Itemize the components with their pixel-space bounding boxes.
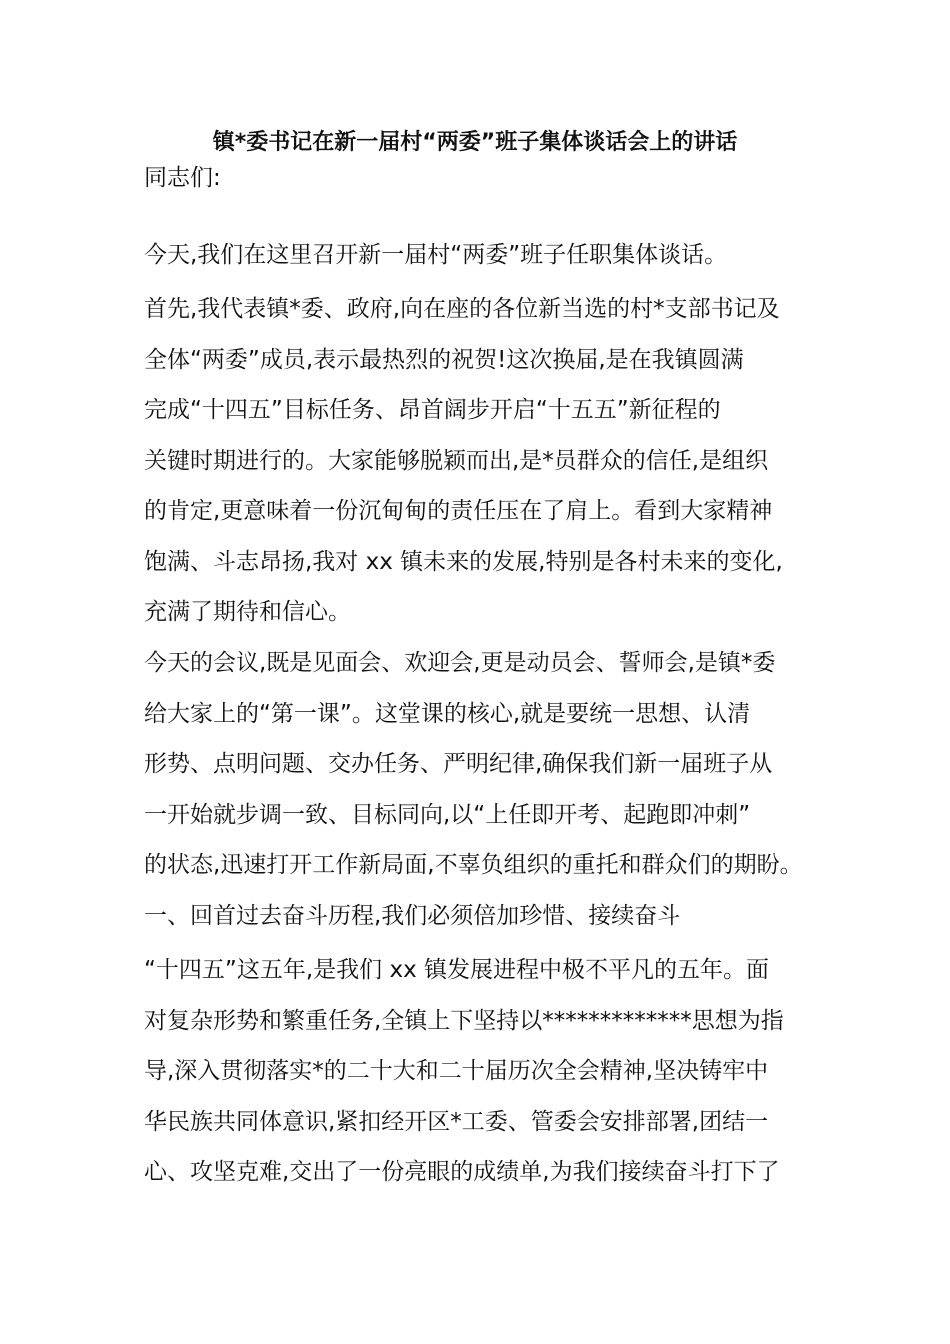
text-line: 首先,我代表镇*委、政府,向在座的各位新当选的村*支部书记及 bbox=[144, 296, 780, 322]
text-line: 饱满、斗志昂扬,我对 xx 镇未来的发展,特别是各村未来的变化, bbox=[144, 548, 783, 575]
text-line: 对复杂形势和繁重任务,全镇上下坚持以*************思想为指 bbox=[144, 1007, 784, 1034]
paragraph-opening bbox=[144, 230, 824, 281]
text-line: 一、回首过去奋斗历程,我们必须倍加珍惜、接续奋斗 bbox=[144, 903, 681, 929]
paragraph-meeting-purpose bbox=[144, 638, 824, 891]
text-line: 今天的会议,既是见面会、欢迎会,更是动员会、誓师会,是镇*委 bbox=[144, 650, 776, 676]
text-line: 给大家上的“第一课”。这堂课的核心,就是要统一思想、认清 bbox=[144, 700, 751, 727]
text-line: 的状态,迅速打开工作新局面,不辜负组织的重托和群众们的期盼。 bbox=[144, 852, 803, 878]
text-line: 华民族共同体意识,紧扣经开区*工委、管委会安排部署,团结一 bbox=[144, 1108, 769, 1135]
text-line: 今天,我们在这里召开新一届村“两委”班子任职集体谈话。 bbox=[144, 242, 728, 268]
text-line: 充满了期待和信心。 bbox=[144, 599, 351, 625]
text-line: 完成“十四五”目标任务、昂首阔步开启“十五五”新征程的 bbox=[144, 397, 721, 423]
text-line: 关键时期进行的。大家能够脱颖而出,是*员群众的信任,是组织 bbox=[144, 447, 769, 474]
paragraph-congratulations bbox=[144, 284, 824, 638]
salutation bbox=[144, 153, 824, 204]
text-line: 一开始就步调一致、目标同向,以“上任即开考、起跑即冲刺” bbox=[144, 801, 751, 828]
text-line: 同志们: bbox=[144, 165, 221, 191]
document-title: 镇*委书记在新一届村“两委”班子集体谈话会上的讲话 bbox=[212, 130, 738, 155]
text-line: 全体“两委”成员,表示最热烈的祝贺!这次换届,是在我镇圆满 bbox=[144, 346, 744, 373]
text-line: “十四五”这五年,是我们 xx 镇发展进程中极不平凡的五年。面 bbox=[144, 957, 769, 983]
text-line: 形势、点明问题、交办任务、严明纪律,确保我们新一届班子从 bbox=[144, 751, 773, 777]
text-line: 的肯定,更意味着一份沉甸甸的责任压在了肩上。看到大家精神 bbox=[144, 498, 773, 524]
paragraph-review bbox=[144, 945, 824, 1198]
text-line: 心、攻坚克难,交出了一份亮眼的成绩单,为我们接续奋斗打下了 bbox=[144, 1159, 780, 1185]
text-line: 导,深入贯彻落实*的二十大和二十届历次全会精神,坚决铸牢中 bbox=[144, 1058, 769, 1084]
section-heading-1 bbox=[144, 891, 824, 942]
